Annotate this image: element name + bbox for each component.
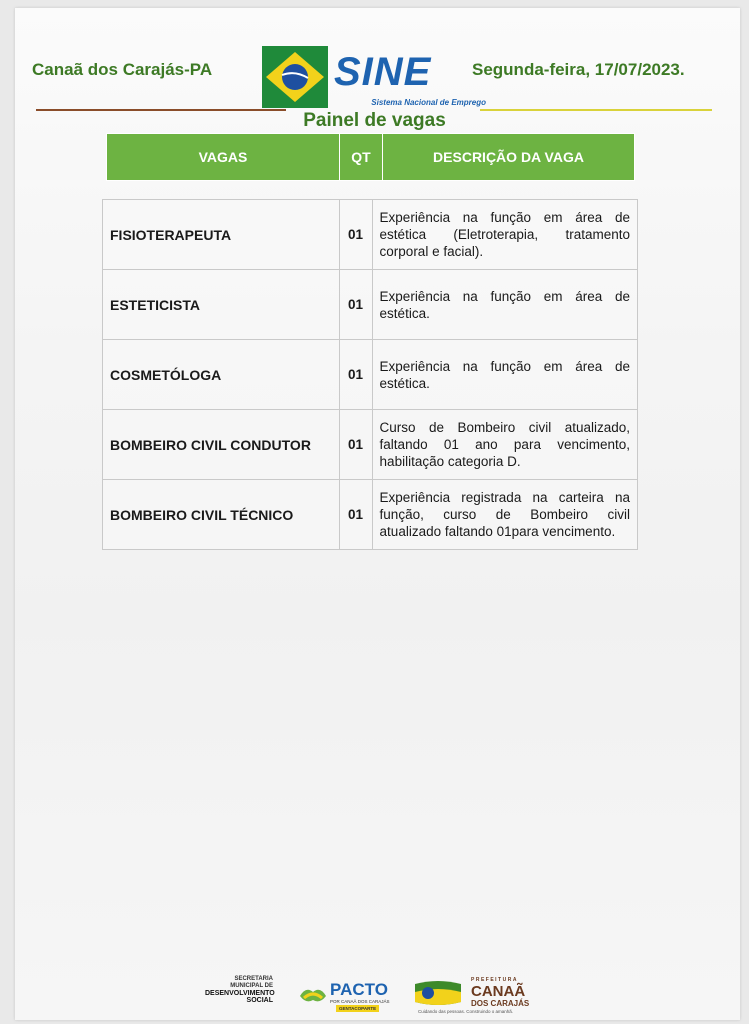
table-row — [103, 200, 638, 270]
secretaria-logo — [205, 976, 273, 1016]
job-description: Experiência registrada na carteira na função, curso de Bombeiro civil atualizado faltando 01para vencimento. — [372, 480, 637, 550]
logo-wordmark: SINE — [334, 50, 432, 94]
pacto-wordmark: PACTO — [330, 980, 388, 999]
job-quantity: 01 — [339, 270, 372, 340]
table-row — [103, 410, 638, 480]
job-quantity: 01 — [339, 200, 372, 270]
job-description: Experiência na função em área de estética. — [372, 270, 637, 340]
secretaria-line-4: SOCIAL — [246, 997, 273, 1004]
column-header-description: DESCRIÇÃO DA VAGA — [383, 134, 635, 181]
table-header — [106, 133, 635, 181]
job-title: COSMETÓLOGA — [103, 340, 340, 410]
job-title: FISIOTERAPEUTA — [103, 200, 340, 270]
canaa-slogan: Cuidando das pessoas. Construindo o amanhã. — [418, 1009, 514, 1014]
pacto-badge: GENTACOPARTE — [336, 1005, 379, 1012]
prefeitura-logo — [413, 976, 538, 1016]
logo-subtitle: Sistema Nacional de Emprego — [371, 98, 486, 107]
secretaria-line-3: DESENVOLVIMENTO — [205, 990, 275, 997]
prefeitura-label: PREFEITURA — [471, 977, 518, 983]
job-description: Experiência na função em área de estética (Eletroterapia, tratamento corporal e facial). — [372, 200, 637, 270]
brazil-flag-icon — [262, 46, 328, 108]
table-row — [103, 480, 638, 550]
pacto-subtitle: POR CANAÃ DOS CARAJÁS — [330, 999, 390, 1004]
canaa-subtitle: DOS CARAJÁS — [471, 999, 530, 1008]
job-description: Experiência na função em área de estética. — [372, 340, 637, 410]
job-quantity: 01 — [339, 480, 372, 550]
job-quantity: 01 — [339, 340, 372, 410]
handshake-icon — [298, 982, 328, 1008]
panel-title: Painel de vagas — [303, 110, 446, 131]
secretaria-line-1: SECRETARIA — [234, 976, 273, 982]
canaa-flag-icon — [413, 978, 463, 1008]
job-quantity: 01 — [339, 410, 372, 480]
table-row — [103, 270, 638, 340]
column-header-qt: QT — [340, 134, 383, 181]
secretaria-line-2: MUNICIPAL DE — [230, 983, 273, 989]
header-date: Segunda-feira, 17/07/2023. — [472, 60, 685, 79]
header-city: Canaã dos Carajás-PA — [32, 60, 213, 79]
pacto-logo — [298, 976, 390, 1016]
canaa-wordmark: CANAÃ — [471, 983, 526, 1000]
table-row — [103, 340, 638, 410]
column-header-vagas: VAGAS — [107, 134, 340, 181]
job-description: Curso de Bombeiro civil atualizado, faltando 01 ano para vencimento, habilitação categoria D. — [372, 410, 637, 480]
job-title: BOMBEIRO CIVIL CONDUTOR — [103, 410, 340, 480]
sine-logo — [262, 46, 492, 112]
job-title: BOMBEIRO CIVIL TÉCNICO — [103, 480, 340, 550]
job-title: ESTETICISTA — [103, 270, 340, 340]
jobs-table — [102, 199, 638, 550]
